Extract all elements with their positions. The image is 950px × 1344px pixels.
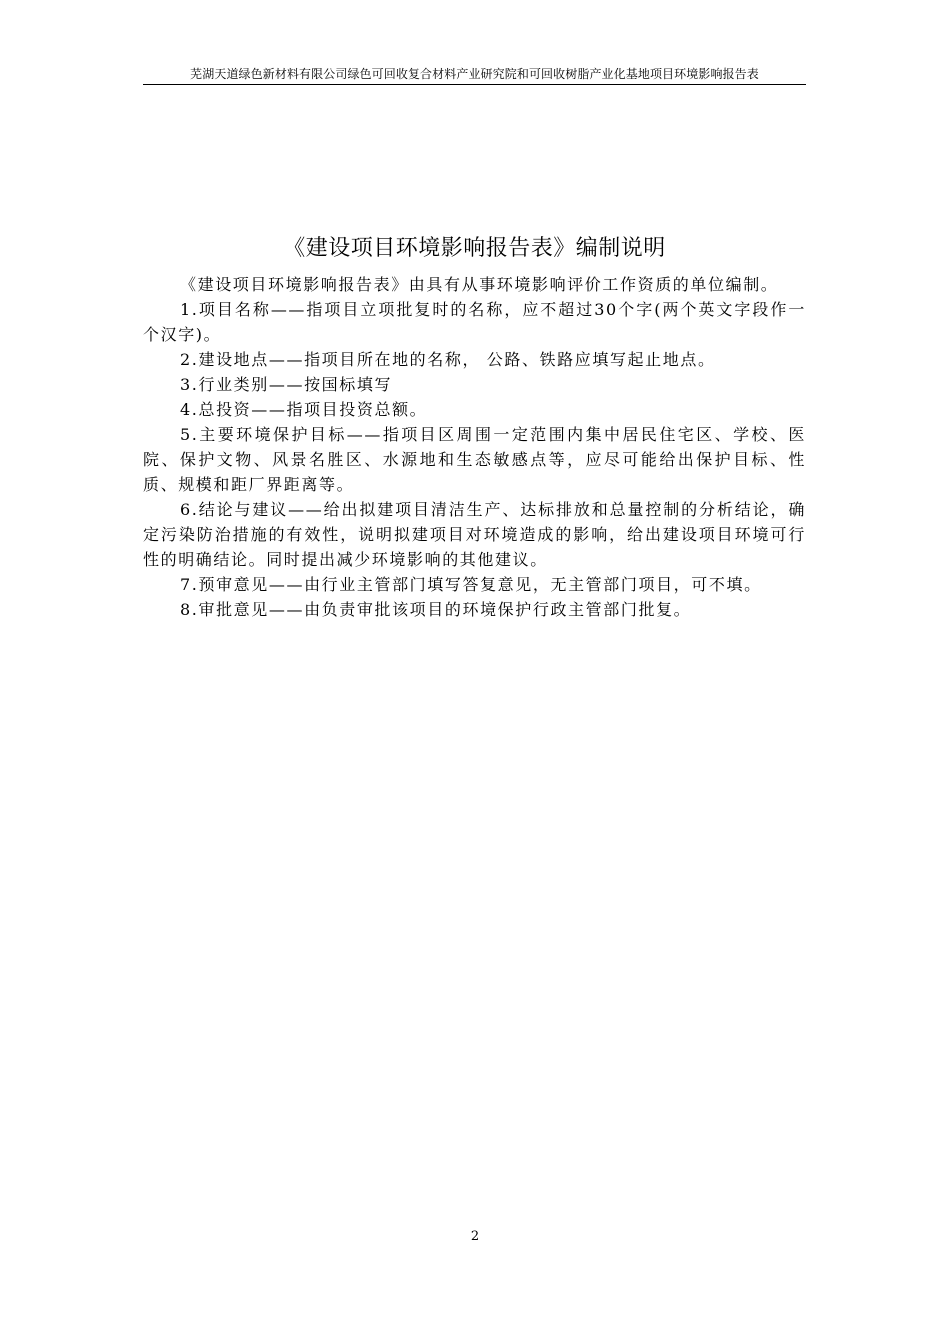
running-header: 芜湖天道绿色新材料有限公司绿色可回收复合材料产业研究院和可回收树脂产业化基地项目环境影响报告表 (190, 67, 759, 81)
paragraph-item-4: 4.总投资——指项目投资总额。 (180, 400, 428, 419)
paragraph-item-3: 3.行业类别——按国标填写 (180, 375, 393, 394)
paragraph-item-6: 6.结论与建议——给出拟建项目清洁生产、达标排放和总量控制的分析结论，确定污染防治措施的有效性，说明拟建项目对环境造成的影响，给出建设项目环境可行性的明确结论。同时提出减少环境影响的其他建议。 (143, 500, 806, 569)
page-number: 2 (470, 1229, 480, 1244)
body-text (143, 272, 806, 622)
header-rule (143, 84, 806, 85)
document-title: 《建设项目环境影响报告表》编制说明 (283, 236, 666, 261)
paragraph-intro: 《建设项目环境影响报告表》由具有从事环境影响评价工作资质的单位编制。 (180, 275, 779, 294)
paragraph-item-2: 2.建设地点——指项目所在地的名称， 公路、铁路应填写起止地点。 (180, 350, 716, 369)
paragraph-item-5: 5.主要环境保护目标——指项目区周围一定范围内集中居民住宅区、学校、医院、保护文物、风景名胜区、水源地和生态敏感点等，应尽可能给出保护目标、性质、规模和距厂界距离等。 (143, 425, 806, 494)
paragraph-item-7: 7.预审意见——由行业主管部门填写答复意见，无主管部门项目，可不填。 (180, 575, 762, 594)
paragraph-item-1: 1.项目名称——指项目立项批复时的名称，应不超过30个字(两个英文字段作一个汉字)。 (143, 300, 806, 344)
paragraph-item-8: 8.审批意见——由负责审批该项目的环境保护行政主管部门批复。 (180, 600, 692, 619)
